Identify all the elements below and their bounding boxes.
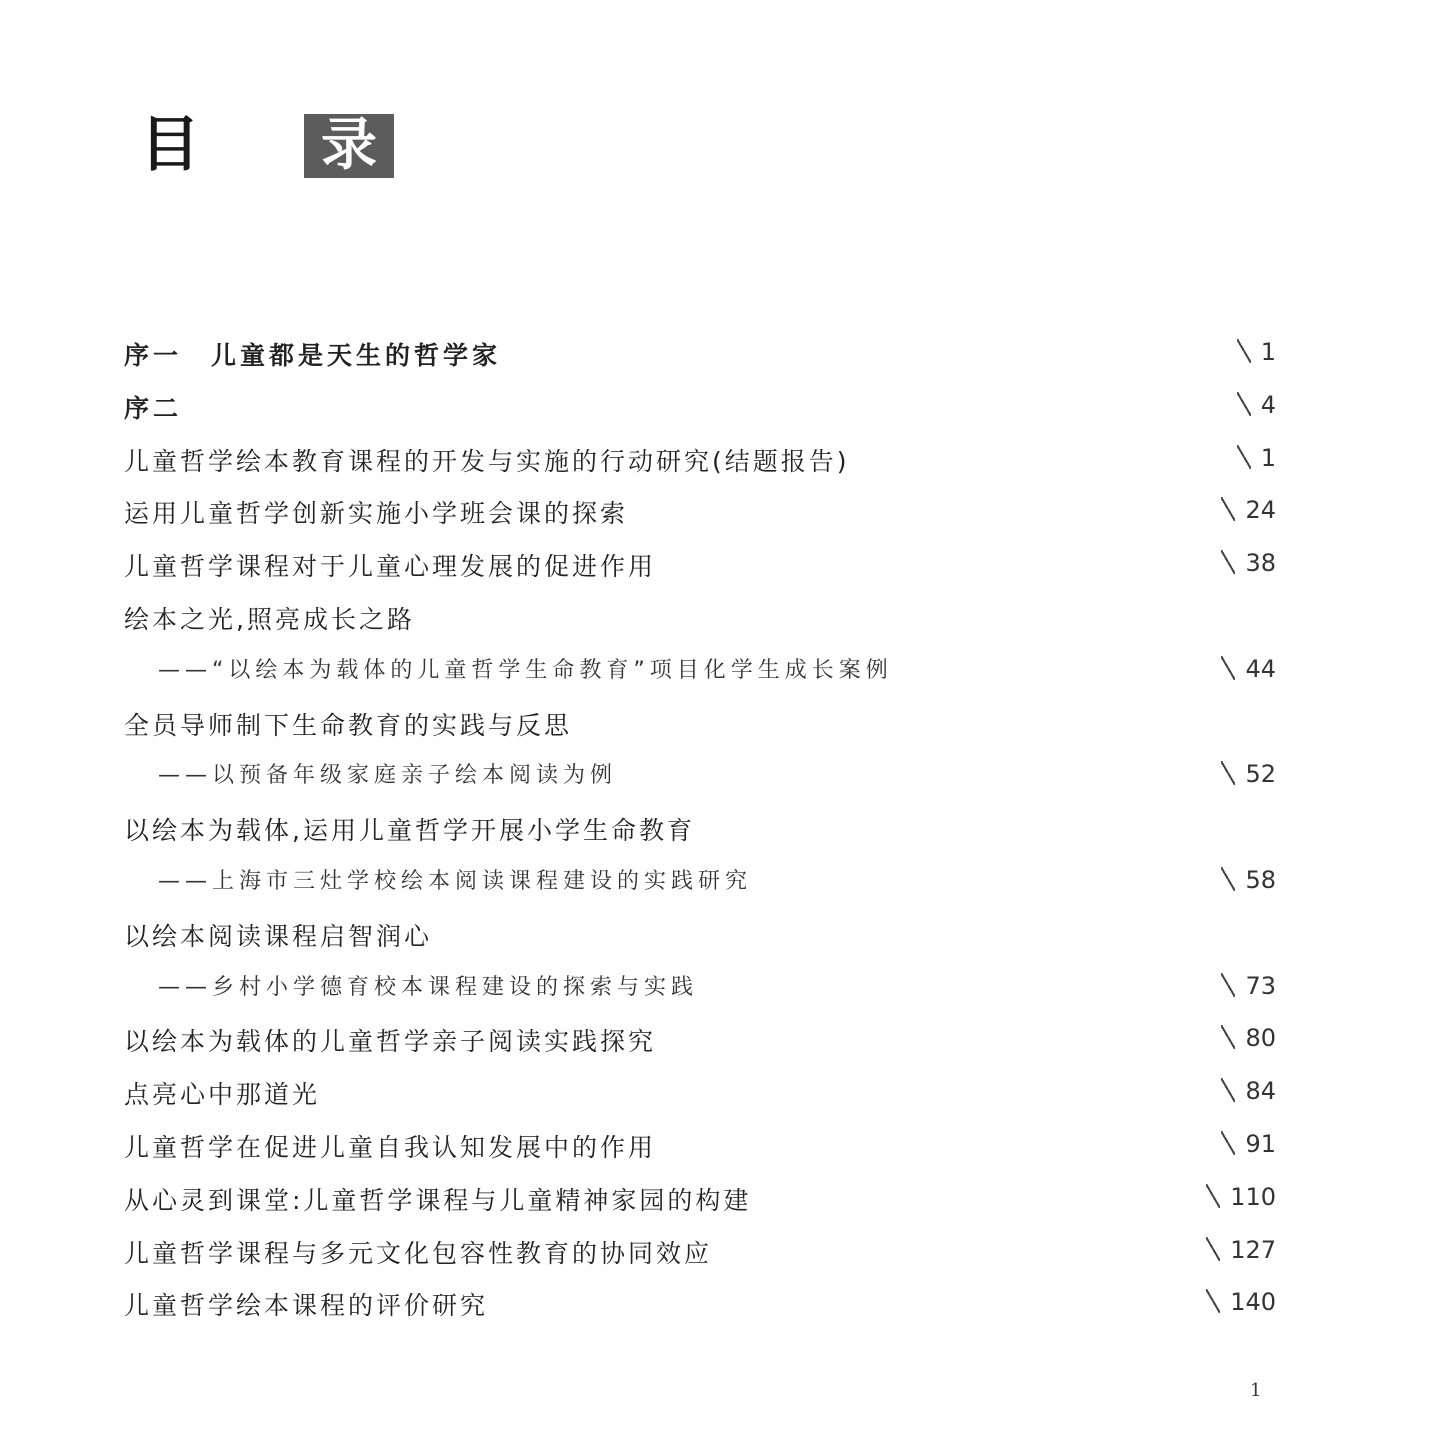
toc-page-number: 110 xyxy=(1230,1182,1276,1211)
toc-page-ref xyxy=(1221,760,1276,788)
toc-page-number: 91 xyxy=(1245,1129,1276,1158)
toc-page-ref xyxy=(1206,1183,1276,1211)
toc-page-number: 1 xyxy=(1260,338,1276,366)
toc-subtitle-row xyxy=(124,750,1280,803)
toc-entry-row xyxy=(124,803,1280,856)
toc-entry-title: 儿童哲学课程与多元文化包容性教育的协同效应 xyxy=(124,1238,713,1268)
toc-entry-title: 儿童哲学课程对于儿童心理发展的促进作用 xyxy=(124,552,657,582)
toc-entry-title: 点亮心中那道光 xyxy=(124,1080,321,1110)
toc-entry-row xyxy=(124,592,1280,645)
toc-entry-row xyxy=(124,1067,1280,1120)
toc-page-ref xyxy=(1221,866,1276,894)
toc-page-number: 52 xyxy=(1245,760,1276,789)
toc-entry-subtitle: ——“以绘本为载体的儿童哲学生命教育”项目化学生成长案例 xyxy=(158,657,893,683)
toc-page-number: 80 xyxy=(1245,1024,1276,1053)
toc-page-number: 24 xyxy=(1245,496,1276,525)
toc-page-ref xyxy=(1237,444,1276,472)
toc-subtitle-row xyxy=(124,856,1280,909)
toc-entry-row xyxy=(124,1014,1280,1067)
toc-entry-title: 全员导师制下生命教育的实践与反思 xyxy=(124,710,573,740)
toc-entry-row xyxy=(124,1226,1280,1279)
toc-entry-row xyxy=(124,1173,1280,1226)
toc-entry-row xyxy=(124,486,1280,539)
toc-entry-row xyxy=(124,328,1280,381)
toc-entry-title: 儿童哲学绘本教育课程的开发与实施的行动研究(结题报告) xyxy=(124,446,850,476)
toc-page-ref xyxy=(1221,1024,1276,1052)
toc-page-ref xyxy=(1206,1288,1276,1316)
slash-separator xyxy=(1206,1237,1220,1261)
toc-entry-title: 序二 xyxy=(124,393,183,423)
toc-page-ref xyxy=(1206,1236,1276,1264)
slash-separator xyxy=(1206,1184,1220,1208)
toc-page-number: 58 xyxy=(1245,865,1276,894)
toc-page-number: 44 xyxy=(1245,654,1276,683)
toc-page-number: 38 xyxy=(1245,549,1276,578)
toc-entry-row xyxy=(124,434,1280,487)
toc-entry-title: 儿童哲学在促进儿童自我认知发展中的作用 xyxy=(124,1132,657,1162)
page-number: 1 xyxy=(1250,1380,1262,1401)
table-of-contents xyxy=(124,328,1280,1331)
slash-separator xyxy=(1221,867,1235,891)
toc-subtitle-row xyxy=(124,645,1280,698)
slash-separator xyxy=(1206,1289,1220,1313)
slash-separator xyxy=(1237,339,1251,363)
toc-page-ref xyxy=(1221,1130,1276,1158)
toc-entry-title: 序一 儿童都是天生的哲学家 xyxy=(124,341,502,370)
toc-title-char-1: 目 xyxy=(140,110,200,180)
toc-page-ref xyxy=(1237,391,1276,419)
slash-separator xyxy=(1221,497,1235,521)
toc-entry-subtitle: ——上海市三灶学校绘本阅读课程建设的实践研究 xyxy=(158,868,753,894)
slash-separator xyxy=(1221,1078,1235,1102)
slash-separator xyxy=(1237,392,1251,416)
toc-entry-title: 从心灵到课堂:儿童哲学课程与儿童精神家园的构建 xyxy=(124,1185,752,1215)
toc-entry-title: 以绘本为载体,运用儿童哲学开展小学生命教育 xyxy=(124,816,695,846)
toc-entry-title: 儿童哲学绘本课程的评价研究 xyxy=(124,1291,489,1321)
toc-page-ref xyxy=(1221,496,1276,524)
toc-page-number: 140 xyxy=(1230,1288,1276,1317)
toc-entry-subtitle: ——乡村小学德育校本课程建设的探索与实践 xyxy=(158,974,699,1000)
toc-entry-row xyxy=(124,539,1280,592)
slash-separator xyxy=(1221,550,1235,574)
toc-page-number: 73 xyxy=(1245,971,1276,1000)
slash-separator xyxy=(1221,973,1235,997)
toc-entry-title: 运用儿童哲学创新实施小学班会课的探索 xyxy=(124,499,629,529)
toc-subtitle-row xyxy=(124,962,1280,1015)
toc-page-number: 4 xyxy=(1260,390,1276,419)
toc-entry-row xyxy=(124,381,1280,434)
toc-page-number: 127 xyxy=(1230,1235,1276,1264)
slash-separator xyxy=(1221,1025,1235,1049)
toc-entry-title: 绘本之光,照亮成长之路 xyxy=(124,604,415,634)
toc-page-ref xyxy=(1221,1077,1276,1105)
toc-page-number: 1 xyxy=(1260,443,1276,472)
toc-entry-title: 以绘本为载体的儿童哲学亲子阅读实践探究 xyxy=(124,1027,657,1057)
toc-entry-subtitle: ——以预备年级家庭亲子绘本阅读为例 xyxy=(158,763,618,789)
slash-separator xyxy=(1221,761,1235,785)
toc-entry-row xyxy=(124,909,1280,962)
toc-title-char-2: 录 xyxy=(304,114,394,178)
toc-entry-row xyxy=(124,698,1280,751)
slash-separator xyxy=(1237,445,1251,469)
toc-page-ref xyxy=(1221,972,1276,1000)
toc-page-ref xyxy=(1221,655,1276,683)
slash-separator xyxy=(1221,656,1235,680)
toc-page-number: 84 xyxy=(1245,1077,1276,1106)
toc-entry-title: 以绘本阅读课程启智润心 xyxy=(124,921,433,951)
toc-page-ref xyxy=(1221,549,1276,577)
toc-entry-row xyxy=(124,1120,1280,1173)
toc-entry-row xyxy=(124,1278,1280,1331)
toc-page-ref xyxy=(1237,338,1276,366)
slash-separator xyxy=(1221,1131,1235,1155)
